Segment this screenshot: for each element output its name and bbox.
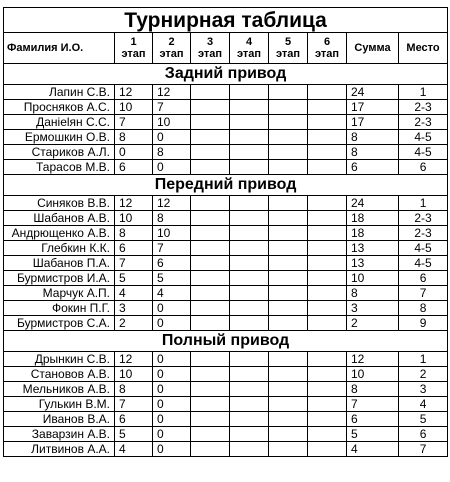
stage-6-score-cell [308,427,347,442]
stage-4-score-cell [230,211,269,226]
stage-4-score-cell [230,241,269,256]
stage-2-score-cell: 0 [153,316,191,331]
table-row [4,256,448,271]
stage-5-score-cell [269,352,308,367]
stage-4-score-cell [230,427,269,442]
stage-5-score-cell [269,196,308,211]
sum-cell: 13 [347,241,399,256]
section-title: Задний привод [4,64,448,85]
stage-5-score-cell [269,256,308,271]
stage-5-score-cell [269,100,308,115]
stage-3-score-cell [191,301,230,316]
place-cell: 4 [399,397,448,412]
table-row [4,196,448,211]
table-title: Турнирная таблица [4,8,448,33]
stage-1-score-cell: 7 [115,115,153,130]
stage-5-score-cell [269,145,308,160]
stage-1-score-cell: 4 [115,442,153,457]
stage-6-score-cell [308,130,347,145]
place-cell: 6 [399,271,448,286]
stage-6-score-cell [308,271,347,286]
participant-name-cell: Марчук А.П. [4,286,115,301]
stage-5-score-cell [269,85,308,100]
stage-3-score-cell [191,427,230,442]
stage-2-score-cell: 7 [153,100,191,115]
stage-1-score-cell: 8 [115,130,153,145]
participant-name-cell: Шабанов П.А. [4,256,115,271]
stage-4-score-cell [230,145,269,160]
stage-2-score-cell: 8 [153,211,191,226]
stage-5-score-cell [269,286,308,301]
table-row [4,85,448,100]
place-cell: 7 [399,442,448,457]
stage-2-score-cell: 0 [153,397,191,412]
stage-3-score-cell [191,382,230,397]
stage-6-score-cell [308,226,347,241]
place-cell: 4-5 [399,130,448,145]
stage-4-score-cell [230,256,269,271]
stage-3-score-cell [191,226,230,241]
place-cell: 1 [399,85,448,100]
place-cell: 6 [399,427,448,442]
stage-2-score-cell: 0 [153,412,191,427]
stage-2-score-cell: 12 [153,196,191,211]
sum-cell: 10 [347,367,399,382]
table-row [4,412,448,427]
place-cell: 2-3 [399,211,448,226]
column-header-stage-2: 2 этап [153,33,191,64]
sum-cell: 2 [347,316,399,331]
sum-cell: 3 [347,301,399,316]
table-row [4,145,448,160]
stage-6-score-cell [308,115,347,130]
sum-cell: 17 [347,100,399,115]
stage-6-score-cell [308,316,347,331]
stage-2-score-cell: 5 [153,271,191,286]
stage-3-score-cell [191,412,230,427]
stage-2-score-cell: 4 [153,286,191,301]
sum-cell: 24 [347,196,399,211]
sum-cell: 8 [347,130,399,145]
stage-5-score-cell [269,382,308,397]
sum-cell: 13 [347,256,399,271]
column-header-stage-1: 1 этап [115,33,153,64]
stage-6-score-cell [308,412,347,427]
stage-2-score-cell: 0 [153,301,191,316]
stage-3-score-cell [191,100,230,115]
stage-1-score-cell: 10 [115,100,153,115]
stage-3-score-cell [191,196,230,211]
sum-cell: 8 [347,286,399,301]
stage-1-score-cell: 7 [115,397,153,412]
stage-4-score-cell [230,130,269,145]
stage-4-score-cell [230,412,269,427]
stage-1-score-cell: 6 [115,241,153,256]
stage-1-score-cell: 4 [115,286,153,301]
stage-5-score-cell [269,397,308,412]
stage-6-score-cell [308,442,347,457]
stage-5-score-cell [269,115,308,130]
stage-5-score-cell [269,427,308,442]
place-cell: 5 [399,412,448,427]
table-row [4,367,448,382]
stage-6-score-cell [308,145,347,160]
stage-1-score-cell: 5 [115,427,153,442]
stage-1-score-cell: 12 [115,196,153,211]
stage-1-score-cell: 8 [115,226,153,241]
stage-5-score-cell [269,316,308,331]
table-row [4,301,448,316]
stage-2-score-cell: 0 [153,427,191,442]
column-header-sum: Сумма [347,33,399,64]
participant-name-cell: Мельников А.В. [4,382,115,397]
participant-name-cell: Иванов В.А. [4,412,115,427]
stage-1-score-cell: 3 [115,301,153,316]
stage-1-score-cell: 10 [115,367,153,382]
stage-2-score-cell: 12 [153,85,191,100]
participant-name-cell: Лапин С.В. [4,85,115,100]
section-header-row [4,175,448,196]
sum-cell: 24 [347,85,399,100]
sum-cell: 6 [347,412,399,427]
column-header-stage-5: 5 этап [269,33,308,64]
section-header-row [4,64,448,85]
sum-cell: 4 [347,442,399,457]
sum-cell: 8 [347,145,399,160]
table-row [4,286,448,301]
participant-name-cell: Глебкин К.К. [4,241,115,256]
table-body [4,64,448,457]
stage-3-score-cell [191,271,230,286]
stage-3-score-cell [191,130,230,145]
column-header-name: Фамилия И.О. [4,33,115,64]
table-row [4,211,448,226]
section-title: Передний привод [4,175,448,196]
stage-1-score-cell: 5 [115,271,153,286]
participant-name-cell: Данielян С.С. [4,115,115,130]
place-cell: 2-3 [399,226,448,241]
stage-4-score-cell [230,286,269,301]
stage-3-score-cell [191,85,230,100]
stage-4-score-cell [230,382,269,397]
participant-name-cell: Гулькин В.М. [4,397,115,412]
place-cell: 8 [399,301,448,316]
stage-6-score-cell [308,286,347,301]
stage-4-score-cell [230,301,269,316]
place-cell: 4-5 [399,145,448,160]
stage-4-score-cell [230,196,269,211]
participant-name-cell: Тарасов М.В. [4,160,115,175]
sum-cell: 10 [347,271,399,286]
table-row [4,442,448,457]
sum-cell: 5 [347,427,399,442]
stage-3-score-cell [191,367,230,382]
place-cell: 7 [399,286,448,301]
stage-4-score-cell [230,226,269,241]
stage-5-score-cell [269,160,308,175]
stage-4-score-cell [230,316,269,331]
stage-5-score-cell [269,130,308,145]
column-header-stage-6: 6 этап [308,33,347,64]
place-cell: 4-5 [399,241,448,256]
stage-1-score-cell: 6 [115,160,153,175]
participant-name-cell: Бурмистров С.А. [4,316,115,331]
table-row [4,115,448,130]
stage-3-score-cell [191,316,230,331]
table-row [4,160,448,175]
stage-4-score-cell [230,160,269,175]
sum-cell: 18 [347,211,399,226]
stage-6-score-cell [308,301,347,316]
stage-4-score-cell [230,352,269,367]
stage-5-score-cell [269,301,308,316]
stage-4-score-cell [230,271,269,286]
table-row [4,397,448,412]
stage-3-score-cell [191,286,230,301]
table-row [4,226,448,241]
stage-4-score-cell [230,85,269,100]
stage-5-score-cell [269,211,308,226]
stage-2-score-cell: 0 [153,130,191,145]
participant-name-cell: Бурмистров И.А. [4,271,115,286]
place-cell: 1 [399,352,448,367]
stage-3-score-cell [191,442,230,457]
table-row [4,100,448,115]
stage-4-score-cell [230,367,269,382]
sum-cell: 8 [347,382,399,397]
stage-1-score-cell: 7 [115,256,153,271]
stage-5-score-cell [269,442,308,457]
place-cell: 6 [399,160,448,175]
stage-3-score-cell [191,256,230,271]
place-cell: 2 [399,367,448,382]
section-header-row [4,331,448,352]
table-row [4,241,448,256]
column-header-place: Место [399,33,448,64]
stage-6-score-cell [308,256,347,271]
stage-4-score-cell [230,100,269,115]
place-cell: 2-3 [399,115,448,130]
stage-2-score-cell: 0 [153,352,191,367]
stage-2-score-cell: 0 [153,367,191,382]
participant-name-cell: Синяков В.В. [4,196,115,211]
place-cell: 1 [399,196,448,211]
stage-1-score-cell: 10 [115,211,153,226]
stage-2-score-cell: 10 [153,226,191,241]
participant-name-cell: Литвинов А.А. [4,442,115,457]
stage-2-score-cell: 10 [153,115,191,130]
stage-3-score-cell [191,352,230,367]
stage-3-score-cell [191,145,230,160]
stage-3-score-cell [191,397,230,412]
participant-name-cell: Становов А.В. [4,367,115,382]
stage-2-score-cell: 0 [153,442,191,457]
stage-1-score-cell: 6 [115,412,153,427]
stage-6-score-cell [308,367,347,382]
stage-5-score-cell [269,241,308,256]
table-row [4,427,448,442]
stage-4-score-cell [230,115,269,130]
sum-cell: 7 [347,397,399,412]
place-cell: 4-5 [399,256,448,271]
stage-1-score-cell: 12 [115,352,153,367]
stage-2-score-cell: 0 [153,160,191,175]
stage-6-score-cell [308,397,347,412]
stage-1-score-cell: 12 [115,85,153,100]
participant-name-cell: Ермошкин О.В. [4,130,115,145]
stage-3-score-cell [191,241,230,256]
table-row [4,271,448,286]
sum-cell: 6 [347,160,399,175]
stage-1-score-cell: 8 [115,382,153,397]
stage-6-score-cell [308,85,347,100]
participant-name-cell: Андрющенко А.В. [4,226,115,241]
stage-6-score-cell [308,196,347,211]
stage-6-score-cell [308,211,347,226]
stage-5-score-cell [269,226,308,241]
stage-3-score-cell [191,160,230,175]
place-cell: 2-3 [399,100,448,115]
participant-name-cell: Просняков А.С. [4,100,115,115]
participant-name-cell: Заварзин А.В. [4,427,115,442]
stage-5-score-cell [269,412,308,427]
table-row [4,352,448,367]
section-title: Полный привод [4,331,448,352]
column-header-stage-3: 3 этап [191,33,230,64]
column-header-stage-4: 4 этап [230,33,269,64]
stage-6-score-cell [308,382,347,397]
stage-6-score-cell [308,100,347,115]
stage-4-score-cell [230,397,269,412]
stage-4-score-cell [230,442,269,457]
stage-2-score-cell: 0 [153,382,191,397]
sum-cell: 17 [347,115,399,130]
participant-name-cell: Стариков А.Л. [4,145,115,160]
table-row [4,382,448,397]
stage-3-score-cell [191,211,230,226]
stage-1-score-cell: 2 [115,316,153,331]
sum-cell: 12 [347,352,399,367]
participant-name-cell: Дрынкин С.В. [4,352,115,367]
stage-3-score-cell [191,115,230,130]
participant-name-cell: Фокин П.Г. [4,301,115,316]
stage-5-score-cell [269,271,308,286]
stage-2-score-cell: 6 [153,256,191,271]
stage-5-score-cell [269,367,308,382]
stage-6-score-cell [308,241,347,256]
place-cell: 9 [399,316,448,331]
table-row [4,130,448,145]
tournament-table [3,7,448,457]
participant-name-cell: Шабанов А.В. [4,211,115,226]
stage-2-score-cell: 8 [153,145,191,160]
place-cell: 3 [399,382,448,397]
sum-cell: 18 [347,226,399,241]
table-row [4,316,448,331]
stage-6-score-cell [308,352,347,367]
stage-1-score-cell: 0 [115,145,153,160]
stage-2-score-cell: 7 [153,241,191,256]
stage-6-score-cell [308,160,347,175]
